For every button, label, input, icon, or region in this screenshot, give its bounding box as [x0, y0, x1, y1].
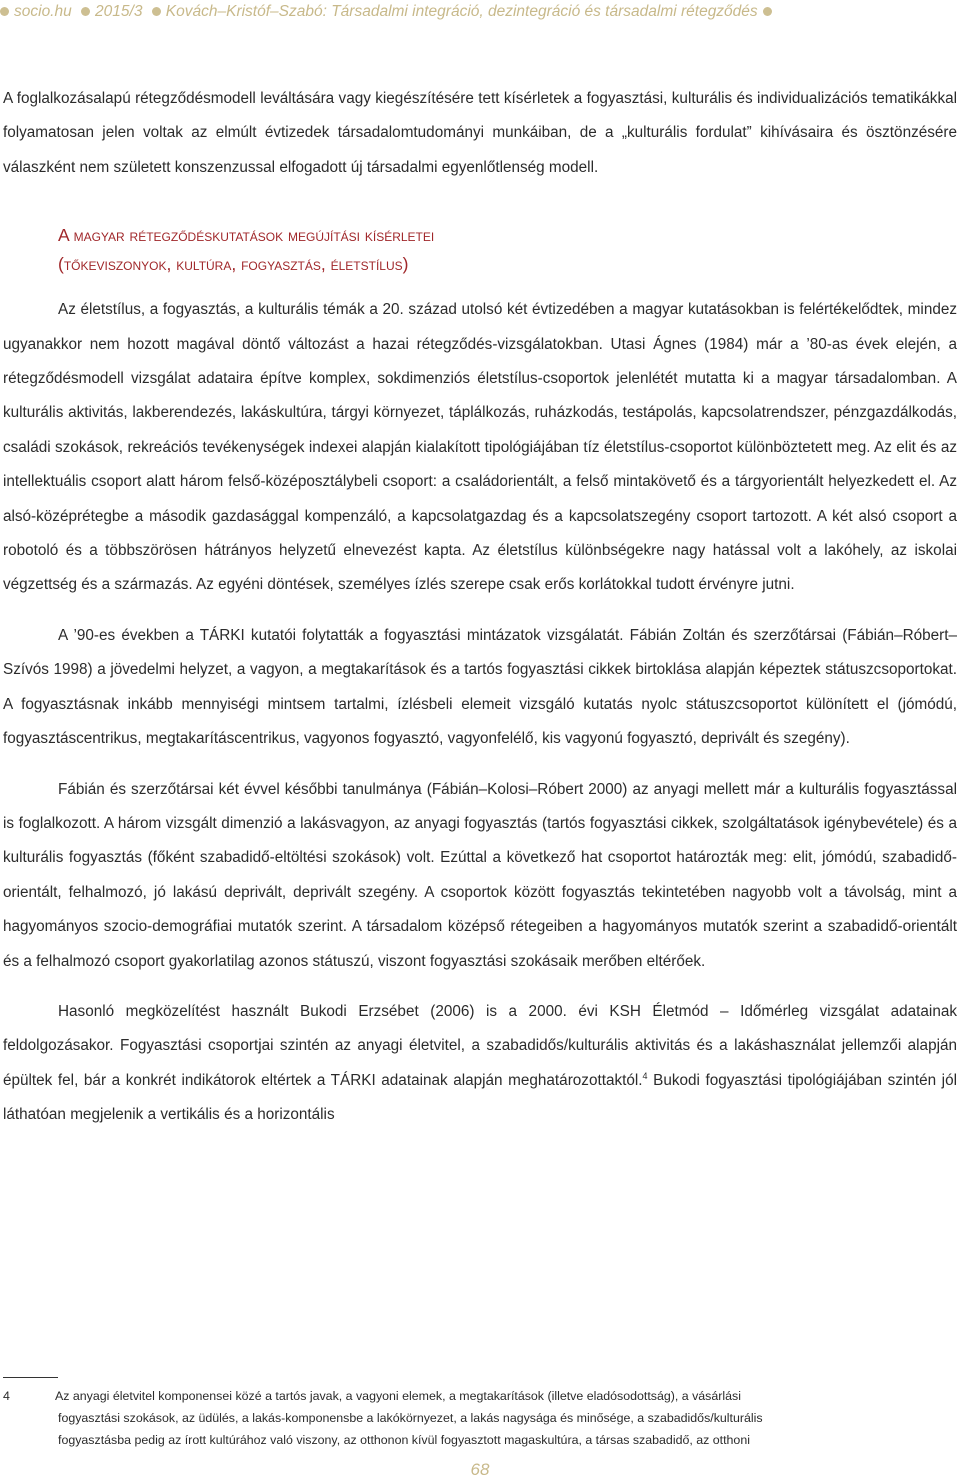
footnote-line: fogyasztási szokások, az üdülés, a lakás-komponensbe a lakókörnyezet, a lakás nagysága és minősége, a szabadidős/kulturális	[58, 1411, 763, 1425]
running-header	[0, 0, 960, 24]
footnote-divider	[3, 1377, 58, 1378]
section-heading-line: (tőkeviszonyok, kultúra, fogyasztás, életstílus)	[58, 254, 409, 275]
paragraph-text: Bukodi fogyasztási tipológiájában szintén jól láthatóan megjelenik a vertikális és a horizontális	[3, 1071, 957, 1124]
paragraph: A foglalkozásalapú rétegződésmodell leváltására vagy kiegészítésére tett kísérletek a fogyasztási, kulturális és individualizációs tematikákkal folyamatosan jelen voltak az elmúlt évtizedek társadalomtudományi munkáiban, de a „kulturális fordulat” kihívásaira és ösztönzésére válaszként nem született konszenzussal elfogadott új társadalmi egyenlőtlenség modell.	[3, 90, 957, 176]
header-site: socio.hu	[14, 3, 72, 20]
section-heading	[58, 221, 957, 279]
section-heading-line: A magyar rétegződéskutatások megújítási kísérletei	[58, 225, 435, 246]
bullet-icon	[0, 7, 9, 16]
header-title: Kovách–Kristóf–Szabó: Társadalmi integráció, dezintegráció és társadalmi rétegződés	[165, 3, 758, 20]
page-number: 68	[470, 1460, 490, 1479]
footnote	[3, 1385, 957, 1451]
footnote-line: fogyasztásba pedig az írott kultúrához való viszony, az otthonon kívül fogyasztott magaskultúra, a társas szabadidő, az otthoni	[58, 1433, 750, 1447]
footnote-line	[3, 1385, 957, 1407]
paragraph: Az életstílus, a fogyasztás, a kulturális témák a 20. század utolsó két évtizedében a magyar kutatásokban is felértékelődtek, mindez ugyanakkor nem hozott magával döntő változást a hazai rétegződés-vizsgálatokban. Utasi Ágnes (1984) már a ’80-as évek elején, a rétegződésmodell vizsgálat adataira építve komplex, sokdimenziós életstílus-csoportok jelenlétét mutatta ki a magyar társadalomban. A kulturális aktivitás, lakberendezés, lakáskultúra, tárgyi környezet, táplálkozás, ruházkodás, testápolás, kapcsolatrendszer, pénzgazdálkodás, családi szokások, rekreációs tevékenységek indexei alapján kialakított tipológiájában tíz életstílus-csoportot különböztetett meg. Az elit és az intellektuális csoport alatt három felső-középosztálybeli csoport: a családorientált, a felső mintakövető és a tárgyorientált helyezkedett el. Az alsó-középrétegbe a második gazdasággal kompenzáló, a kapcsolatgazdag és a kapcsolatszegény csoport tartozott. A két alsó csoport a robotoló és a többszörösen hátrányos helyzetű elnevezést kapta. Az életstílus különbségekre nagy hatással volt a lakóhely, az iskolai végzettség és a származás. Az egyéni döntések, személyes ízlés szerepe csak erős korlátokkal tudott érvényre jutni.	[3, 301, 957, 594]
bullet-icon	[81, 7, 90, 16]
paragraph-text: Hasonló megközelítést használt Bukodi Erzsébet (2006) is a 2000. évi KSH Életmód – Időmérleg vizsgálat adatainak feldolgozásakor. Fogyasztási csoportjai szintén az anyagi életvitel, a szabadidős/kulturális aktivitás és a lakáshasználat jellemzői alapján épültek fel, bár a konkrét indikátorok eltértek a TÁRKI adatainak alapján meghatározottaktól.	[3, 1002, 957, 1089]
article-body	[3, 82, 957, 1133]
footnote-reference[interactable]: 4	[642, 1070, 648, 1081]
bullet-icon	[152, 7, 161, 16]
bullet-icon	[763, 7, 772, 16]
paragraph	[3, 995, 957, 1133]
paragraph: Fábián és szerzőtársai két évvel későbbi tanulmánya (Fábián–Kolosi–Róbert 2000) az anyagi mellett már a kulturális fogyasztással is foglalkozott. A három vizsgált dimenzió a lakásvagyon, az anyagi fogyasztás (tartós fogyasztási cikkek, szolgáltatások igénybevétele) és a kulturális fogyasztás (főként szabadidő-eltöltési szokások) volt. Ezúttal a következő hat csoportot határozták meg: elit, jómódú, szabadidő-orientált, felhalmozó, jó lakású deprivált, deprivált szegény. A csoportok között fogyasztás tekintetében nagyobb volt a távolság, mint a hagyományos szocio-demográfiai mutatók szerint. A társadalom középső rétegeiben a hagyományos mutatók szerint a szabadidő-orientált és a felhalmozó csoport gyakorlatilag azonos státuszú, viszont fogyasztási szokásaik merőben eltérőek.	[3, 780, 957, 970]
footnote-number: 4	[3, 1389, 10, 1403]
footnote-text: Az anyagi életvitel komponensei közé a tartós javak, a vagyoni elemek, a megtakarítások (illetve eladósodottság), a vásárlási	[55, 1389, 741, 1403]
paragraph: A ’90-es években a TÁRKI kutatói folytatták a fogyasztási mintázatok vizsgálatát. Fábián Zoltán és szerzőtársai (Fábián–Róbert–Szívós 1998) a jövedelmi helyzet, a vagyon, a megtakarítások és a tartós fogyasztási cikkek birtoklása alapján képeztek státuszcsoportokat. A fogyasztásnak inkább mennyiségi mintsem tartalmi, ízlésbeli elemeit vizsgáló kutatás nyolc státuszcsoportot különített el (jómódú, fogyasztáscentrikus, megtakarításcentrikus, vagyonos fogyasztó, vagyonfelélő, kis vagyonú fogyasztó, deprivált és szegény).	[3, 626, 957, 748]
header-issue: 2015/3	[95, 3, 143, 20]
